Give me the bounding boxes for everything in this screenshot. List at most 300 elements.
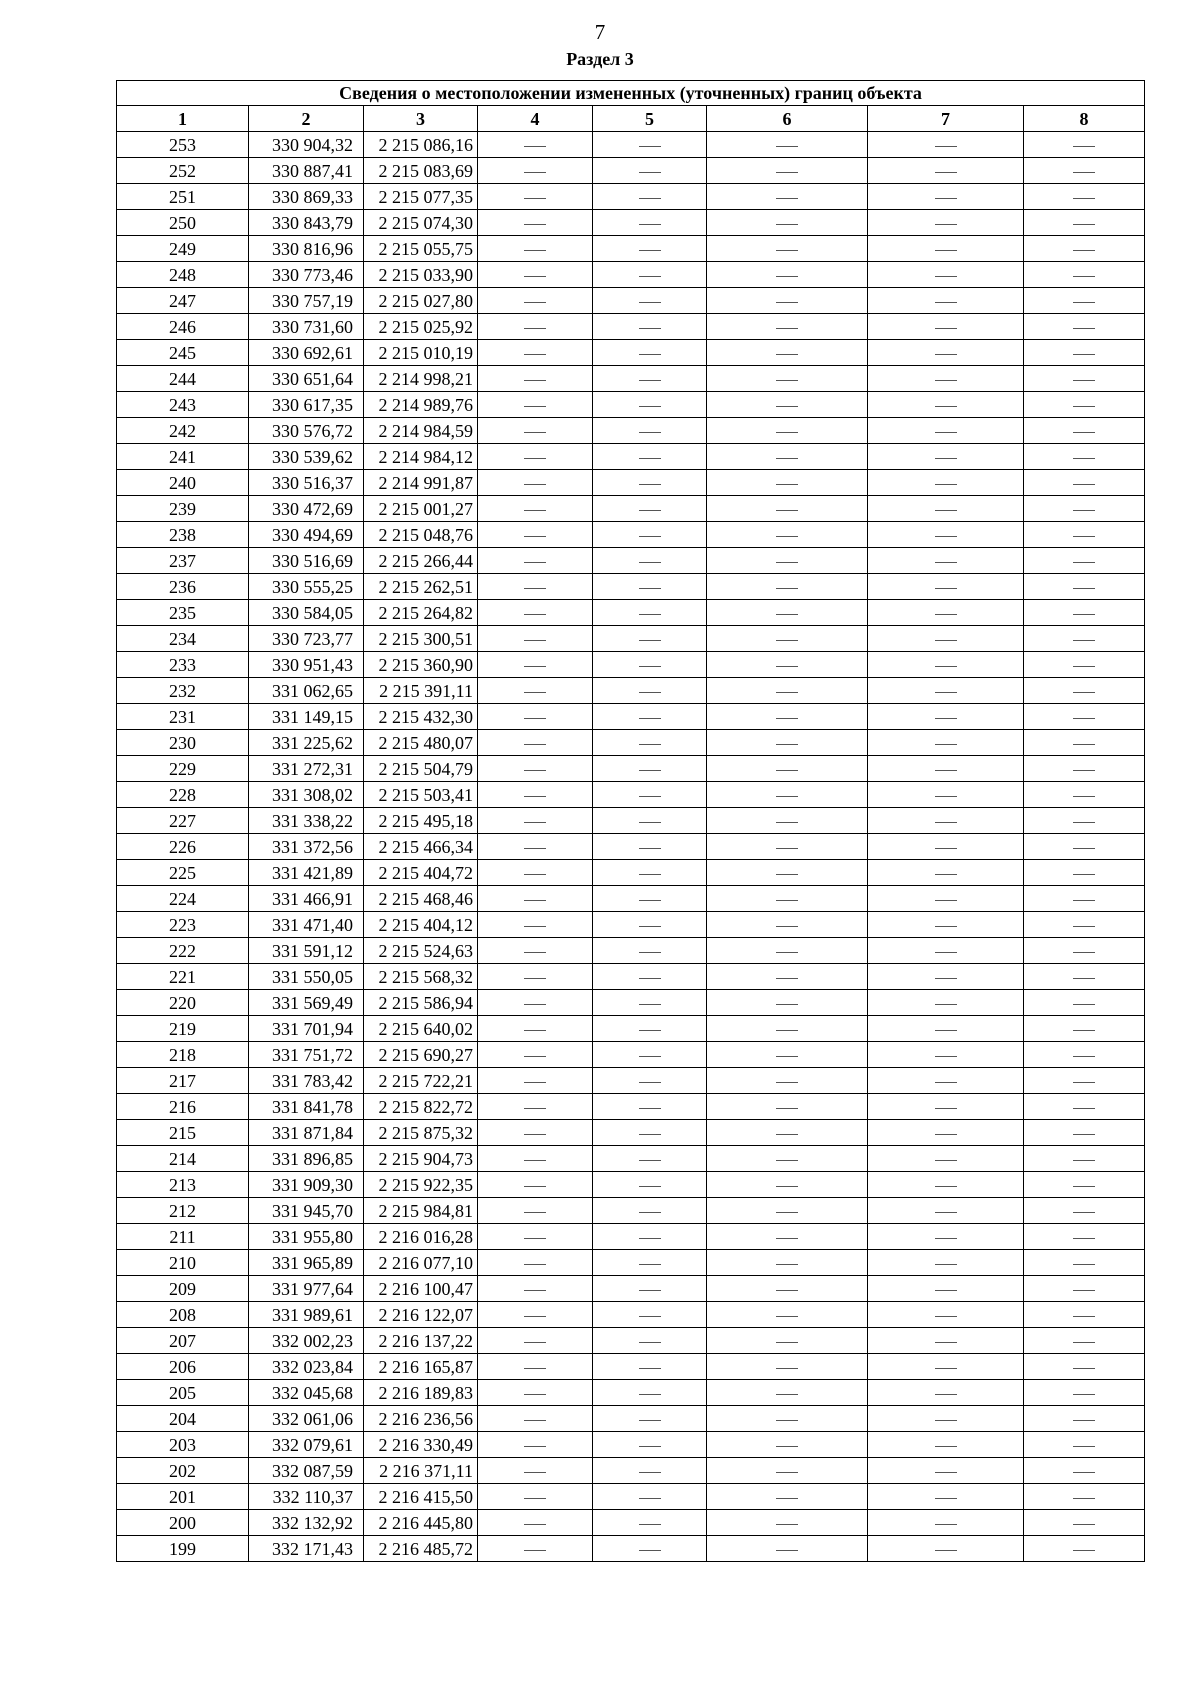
dash-mark bbox=[1073, 1108, 1095, 1109]
empty-value-cell bbox=[1024, 886, 1145, 912]
table-row bbox=[117, 1198, 1145, 1224]
empty-value-cell bbox=[707, 1406, 868, 1432]
empty-value-cell bbox=[1024, 1224, 1145, 1250]
dash-mark bbox=[776, 744, 798, 745]
point-number-cell: 243 bbox=[117, 392, 249, 418]
dash-mark bbox=[524, 718, 546, 719]
point-number-cell: 219 bbox=[117, 1016, 249, 1042]
empty-value-cell bbox=[868, 574, 1024, 600]
empty-value-cell bbox=[868, 1224, 1024, 1250]
point-number-cell: 244 bbox=[117, 366, 249, 392]
dash-mark bbox=[776, 1186, 798, 1187]
dash-mark bbox=[776, 796, 798, 797]
empty-value-cell bbox=[478, 1094, 593, 1120]
empty-value-cell bbox=[707, 1068, 868, 1094]
dash-mark bbox=[776, 484, 798, 485]
y-coordinate-cell: 2 214 984,12 bbox=[364, 444, 478, 470]
x-coordinate-cell: 330 869,33 bbox=[249, 184, 364, 210]
point-number-cell: 211 bbox=[117, 1224, 249, 1250]
table-row bbox=[117, 1042, 1145, 1068]
dash-mark bbox=[1073, 276, 1095, 277]
empty-value-cell bbox=[1024, 1406, 1145, 1432]
empty-value-cell bbox=[593, 1172, 707, 1198]
section-title: Раздел 3 bbox=[566, 49, 634, 69]
empty-value-cell bbox=[593, 444, 707, 470]
dash-mark bbox=[639, 380, 661, 381]
dash-mark bbox=[639, 1420, 661, 1421]
table-row bbox=[117, 1484, 1145, 1510]
empty-value-cell bbox=[478, 756, 593, 782]
table-row bbox=[117, 496, 1145, 522]
y-coordinate-cell: 2 216 415,50 bbox=[364, 1484, 478, 1510]
empty-value-cell bbox=[868, 236, 1024, 262]
empty-value-cell bbox=[868, 938, 1024, 964]
empty-value-cell bbox=[1024, 1510, 1145, 1536]
table-row bbox=[117, 1120, 1145, 1146]
x-coordinate-cell: 330 904,32 bbox=[249, 132, 364, 158]
empty-value-cell bbox=[478, 184, 593, 210]
dash-mark bbox=[1073, 770, 1095, 771]
x-coordinate-cell: 331 591,12 bbox=[249, 938, 364, 964]
dash-mark bbox=[524, 1342, 546, 1343]
empty-value-cell bbox=[478, 574, 593, 600]
dash-mark bbox=[776, 1498, 798, 1499]
empty-value-cell bbox=[707, 1224, 868, 1250]
dash-mark bbox=[639, 978, 661, 979]
empty-value-cell bbox=[868, 1510, 1024, 1536]
x-coordinate-cell: 332 079,61 bbox=[249, 1432, 364, 1458]
dash-mark bbox=[639, 1108, 661, 1109]
dash-mark bbox=[1073, 926, 1095, 927]
column-header: 4 bbox=[478, 106, 593, 132]
dash-mark bbox=[639, 406, 661, 407]
dash-mark bbox=[935, 1290, 957, 1291]
dash-mark bbox=[524, 614, 546, 615]
dash-mark bbox=[1073, 1160, 1095, 1161]
empty-value-cell bbox=[478, 1458, 593, 1484]
dash-mark bbox=[1073, 796, 1095, 797]
empty-value-cell bbox=[593, 1380, 707, 1406]
dash-mark bbox=[1073, 744, 1095, 745]
empty-value-cell bbox=[593, 626, 707, 652]
table-row bbox=[117, 210, 1145, 236]
empty-value-cell bbox=[593, 1250, 707, 1276]
dash-mark bbox=[935, 1160, 957, 1161]
table-row bbox=[117, 470, 1145, 496]
empty-value-cell bbox=[868, 860, 1024, 886]
dash-mark bbox=[776, 1160, 798, 1161]
dash-mark bbox=[524, 926, 546, 927]
empty-value-cell bbox=[593, 1276, 707, 1302]
empty-value-cell bbox=[1024, 1250, 1145, 1276]
empty-value-cell bbox=[1024, 730, 1145, 756]
empty-value-cell bbox=[478, 964, 593, 990]
point-number-cell: 239 bbox=[117, 496, 249, 522]
y-coordinate-cell: 2 214 984,59 bbox=[364, 418, 478, 444]
empty-value-cell bbox=[707, 470, 868, 496]
empty-value-cell bbox=[868, 262, 1024, 288]
point-number-cell: 209 bbox=[117, 1276, 249, 1302]
dash-mark bbox=[1073, 848, 1095, 849]
x-coordinate-cell: 331 896,85 bbox=[249, 1146, 364, 1172]
table-row bbox=[117, 1510, 1145, 1536]
y-coordinate-cell: 2 215 524,63 bbox=[364, 938, 478, 964]
point-number-cell: 204 bbox=[117, 1406, 249, 1432]
y-coordinate-cell: 2 216 330,49 bbox=[364, 1432, 478, 1458]
dash-mark bbox=[524, 796, 546, 797]
x-coordinate-cell: 331 149,15 bbox=[249, 704, 364, 730]
table-row bbox=[117, 860, 1145, 886]
dash-mark bbox=[776, 432, 798, 433]
empty-value-cell bbox=[868, 730, 1024, 756]
dash-mark bbox=[776, 172, 798, 173]
x-coordinate-cell: 330 951,43 bbox=[249, 652, 364, 678]
y-coordinate-cell: 2 215 086,16 bbox=[364, 132, 478, 158]
dash-mark bbox=[1073, 406, 1095, 407]
empty-value-cell bbox=[707, 288, 868, 314]
x-coordinate-cell: 331 751,72 bbox=[249, 1042, 364, 1068]
dash-mark bbox=[935, 328, 957, 329]
table-row bbox=[117, 886, 1145, 912]
x-coordinate-cell: 330 757,19 bbox=[249, 288, 364, 314]
empty-value-cell bbox=[593, 392, 707, 418]
empty-value-cell bbox=[868, 1198, 1024, 1224]
dash-mark bbox=[524, 1264, 546, 1265]
table-row bbox=[117, 1432, 1145, 1458]
dash-mark bbox=[935, 1550, 957, 1551]
x-coordinate-cell: 331 550,05 bbox=[249, 964, 364, 990]
empty-value-cell bbox=[707, 1120, 868, 1146]
dash-mark bbox=[776, 1446, 798, 1447]
dash-mark bbox=[524, 822, 546, 823]
x-coordinate-cell: 332 110,37 bbox=[249, 1484, 364, 1510]
empty-value-cell bbox=[868, 1250, 1024, 1276]
empty-value-cell bbox=[707, 314, 868, 340]
y-coordinate-cell: 2 215 033,90 bbox=[364, 262, 478, 288]
empty-value-cell bbox=[1024, 964, 1145, 990]
dash-mark bbox=[935, 1056, 957, 1057]
empty-value-cell bbox=[868, 652, 1024, 678]
dash-mark bbox=[639, 198, 661, 199]
dash-mark bbox=[1073, 1524, 1095, 1525]
empty-value-cell bbox=[593, 704, 707, 730]
empty-value-cell bbox=[1024, 184, 1145, 210]
empty-value-cell bbox=[707, 1042, 868, 1068]
dash-mark bbox=[935, 1030, 957, 1031]
dash-mark bbox=[1073, 1316, 1095, 1317]
dash-mark bbox=[776, 1030, 798, 1031]
table-row bbox=[117, 1016, 1145, 1042]
empty-value-cell bbox=[707, 1484, 868, 1510]
empty-value-cell bbox=[478, 444, 593, 470]
dash-mark bbox=[639, 484, 661, 485]
point-number-cell: 242 bbox=[117, 418, 249, 444]
x-coordinate-cell: 331 989,61 bbox=[249, 1302, 364, 1328]
empty-value-cell bbox=[707, 652, 868, 678]
empty-value-cell bbox=[593, 132, 707, 158]
dash-mark bbox=[639, 1004, 661, 1005]
y-coordinate-cell: 2 216 077,10 bbox=[364, 1250, 478, 1276]
dash-mark bbox=[776, 1056, 798, 1057]
empty-value-cell bbox=[868, 158, 1024, 184]
dash-mark bbox=[1073, 484, 1095, 485]
x-coordinate-cell: 330 555,25 bbox=[249, 574, 364, 600]
point-number-cell: 250 bbox=[117, 210, 249, 236]
dash-mark bbox=[1073, 900, 1095, 901]
dash-mark bbox=[935, 978, 957, 979]
empty-value-cell bbox=[478, 834, 593, 860]
dash-mark bbox=[639, 1394, 661, 1395]
empty-value-cell bbox=[707, 392, 868, 418]
empty-value-cell bbox=[868, 1380, 1024, 1406]
dash-mark bbox=[935, 1420, 957, 1421]
dash-mark bbox=[639, 1342, 661, 1343]
empty-value-cell bbox=[707, 1276, 868, 1302]
dash-mark bbox=[524, 484, 546, 485]
empty-value-cell bbox=[707, 340, 868, 366]
dash-mark bbox=[935, 1134, 957, 1135]
dash-mark bbox=[639, 744, 661, 745]
empty-value-cell bbox=[478, 418, 593, 444]
empty-value-cell bbox=[593, 522, 707, 548]
dash-mark bbox=[935, 1446, 957, 1447]
empty-value-cell bbox=[707, 1536, 868, 1562]
dash-mark bbox=[935, 614, 957, 615]
empty-value-cell bbox=[1024, 626, 1145, 652]
point-number-cell: 238 bbox=[117, 522, 249, 548]
point-number-cell: 231 bbox=[117, 704, 249, 730]
x-coordinate-cell: 331 308,02 bbox=[249, 782, 364, 808]
dash-mark bbox=[639, 1264, 661, 1265]
dash-mark bbox=[639, 328, 661, 329]
table-row bbox=[117, 964, 1145, 990]
empty-value-cell bbox=[593, 496, 707, 522]
empty-value-cell bbox=[593, 938, 707, 964]
dash-mark bbox=[524, 1524, 546, 1525]
dash-mark bbox=[639, 1290, 661, 1291]
empty-value-cell bbox=[707, 1250, 868, 1276]
table-row bbox=[117, 808, 1145, 834]
dash-mark bbox=[524, 432, 546, 433]
dash-mark bbox=[935, 692, 957, 693]
y-coordinate-cell: 2 215 262,51 bbox=[364, 574, 478, 600]
point-number-cell: 221 bbox=[117, 964, 249, 990]
dash-mark bbox=[1073, 822, 1095, 823]
empty-value-cell bbox=[1024, 704, 1145, 730]
dash-mark bbox=[524, 380, 546, 381]
empty-value-cell bbox=[593, 652, 707, 678]
empty-value-cell bbox=[868, 392, 1024, 418]
x-coordinate-cell: 331 272,31 bbox=[249, 756, 364, 782]
y-coordinate-cell: 2 215 984,81 bbox=[364, 1198, 478, 1224]
empty-value-cell bbox=[707, 444, 868, 470]
empty-value-cell bbox=[1024, 834, 1145, 860]
x-coordinate-cell: 330 584,05 bbox=[249, 600, 364, 626]
point-number-cell: 217 bbox=[117, 1068, 249, 1094]
x-coordinate-cell: 330 843,79 bbox=[249, 210, 364, 236]
empty-value-cell bbox=[478, 912, 593, 938]
empty-value-cell bbox=[868, 1484, 1024, 1510]
empty-value-cell bbox=[478, 1198, 593, 1224]
dash-mark bbox=[639, 1082, 661, 1083]
y-coordinate-cell: 2 215 055,75 bbox=[364, 236, 478, 262]
dash-mark bbox=[935, 1342, 957, 1343]
empty-value-cell bbox=[1024, 1432, 1145, 1458]
x-coordinate-cell: 331 977,64 bbox=[249, 1276, 364, 1302]
empty-value-cell bbox=[593, 366, 707, 392]
dash-mark bbox=[935, 1186, 957, 1187]
empty-value-cell bbox=[1024, 1484, 1145, 1510]
table-row bbox=[117, 1094, 1145, 1120]
x-coordinate-cell: 330 887,41 bbox=[249, 158, 364, 184]
empty-value-cell bbox=[707, 366, 868, 392]
empty-value-cell bbox=[478, 1432, 593, 1458]
empty-value-cell bbox=[478, 1302, 593, 1328]
empty-value-cell bbox=[868, 522, 1024, 548]
y-coordinate-cell: 2 215 404,12 bbox=[364, 912, 478, 938]
x-coordinate-cell: 330 494,69 bbox=[249, 522, 364, 548]
dash-mark bbox=[776, 250, 798, 251]
empty-value-cell bbox=[707, 574, 868, 600]
empty-value-cell bbox=[707, 678, 868, 704]
dash-mark bbox=[639, 276, 661, 277]
empty-value-cell bbox=[478, 1328, 593, 1354]
y-coordinate-cell: 2 215 722,21 bbox=[364, 1068, 478, 1094]
dash-mark bbox=[1073, 1030, 1095, 1031]
empty-value-cell bbox=[707, 548, 868, 574]
dash-mark bbox=[524, 1368, 546, 1369]
empty-value-cell bbox=[868, 1302, 1024, 1328]
dash-mark bbox=[524, 692, 546, 693]
dash-mark bbox=[639, 1550, 661, 1551]
dash-mark bbox=[639, 614, 661, 615]
dash-mark bbox=[776, 978, 798, 979]
empty-value-cell bbox=[478, 288, 593, 314]
dash-mark bbox=[935, 432, 957, 433]
y-coordinate-cell: 2 215 025,92 bbox=[364, 314, 478, 340]
table-row bbox=[117, 522, 1145, 548]
dash-mark bbox=[935, 848, 957, 849]
dash-mark bbox=[639, 952, 661, 953]
dash-mark bbox=[1073, 354, 1095, 355]
empty-value-cell bbox=[593, 1042, 707, 1068]
empty-value-cell bbox=[868, 1354, 1024, 1380]
dash-mark bbox=[935, 1394, 957, 1395]
dash-mark bbox=[524, 354, 546, 355]
y-coordinate-cell: 2 215 586,94 bbox=[364, 990, 478, 1016]
dash-mark bbox=[1073, 562, 1095, 563]
dash-mark bbox=[524, 1290, 546, 1291]
dash-mark bbox=[935, 718, 957, 719]
dash-mark bbox=[639, 1472, 661, 1473]
point-number-cell: 208 bbox=[117, 1302, 249, 1328]
dash-mark bbox=[935, 1264, 957, 1265]
empty-value-cell bbox=[478, 340, 593, 366]
empty-value-cell bbox=[593, 1120, 707, 1146]
dash-mark bbox=[524, 588, 546, 589]
dash-mark bbox=[935, 1316, 957, 1317]
empty-value-cell bbox=[478, 1016, 593, 1042]
dash-mark bbox=[524, 1186, 546, 1187]
dash-mark bbox=[524, 224, 546, 225]
dash-mark bbox=[776, 1342, 798, 1343]
table-row bbox=[117, 938, 1145, 964]
dash-mark bbox=[1073, 640, 1095, 641]
point-number-cell: 202 bbox=[117, 1458, 249, 1484]
dash-mark bbox=[639, 1212, 661, 1213]
empty-value-cell bbox=[1024, 158, 1145, 184]
y-coordinate-cell: 2 215 822,72 bbox=[364, 1094, 478, 1120]
dash-mark bbox=[776, 1212, 798, 1213]
dash-mark bbox=[524, 458, 546, 459]
empty-value-cell bbox=[1024, 314, 1145, 340]
empty-value-cell bbox=[478, 1120, 593, 1146]
dash-mark bbox=[935, 926, 957, 927]
dash-mark bbox=[935, 536, 957, 537]
y-coordinate-cell: 2 214 998,21 bbox=[364, 366, 478, 392]
empty-value-cell bbox=[868, 912, 1024, 938]
table-row bbox=[117, 1250, 1145, 1276]
dash-mark bbox=[1073, 1290, 1095, 1291]
dash-mark bbox=[935, 1498, 957, 1499]
table-row bbox=[117, 366, 1145, 392]
dash-mark bbox=[1073, 1550, 1095, 1551]
point-number-cell: 253 bbox=[117, 132, 249, 158]
y-coordinate-cell: 2 216 445,80 bbox=[364, 1510, 478, 1536]
empty-value-cell bbox=[868, 470, 1024, 496]
empty-value-cell bbox=[707, 132, 868, 158]
empty-value-cell bbox=[707, 1172, 868, 1198]
dash-mark bbox=[639, 510, 661, 511]
empty-value-cell bbox=[707, 600, 868, 626]
point-number-cell: 230 bbox=[117, 730, 249, 756]
table-row bbox=[117, 574, 1145, 600]
point-number-cell: 207 bbox=[117, 1328, 249, 1354]
dash-mark bbox=[524, 1238, 546, 1239]
table-row bbox=[117, 626, 1145, 652]
y-coordinate-cell: 2 215 404,72 bbox=[364, 860, 478, 886]
empty-value-cell bbox=[1024, 1328, 1145, 1354]
x-coordinate-cell: 331 955,80 bbox=[249, 1224, 364, 1250]
table-row bbox=[117, 184, 1145, 210]
dash-mark bbox=[935, 172, 957, 173]
dash-mark bbox=[776, 1290, 798, 1291]
dash-mark bbox=[639, 900, 661, 901]
x-coordinate-cell: 330 516,69 bbox=[249, 548, 364, 574]
dash-mark bbox=[776, 1524, 798, 1525]
empty-value-cell bbox=[1024, 548, 1145, 574]
empty-value-cell bbox=[707, 418, 868, 444]
empty-value-cell bbox=[707, 184, 868, 210]
dash-mark bbox=[524, 276, 546, 277]
y-coordinate-cell: 2 215 001,27 bbox=[364, 496, 478, 522]
empty-value-cell bbox=[478, 730, 593, 756]
empty-value-cell bbox=[1024, 1354, 1145, 1380]
dash-mark bbox=[524, 1472, 546, 1473]
dash-mark bbox=[524, 1316, 546, 1317]
dash-mark bbox=[935, 484, 957, 485]
dash-mark bbox=[639, 458, 661, 459]
dash-mark bbox=[639, 1446, 661, 1447]
point-number-cell: 220 bbox=[117, 990, 249, 1016]
empty-value-cell bbox=[593, 730, 707, 756]
x-coordinate-cell: 332 045,68 bbox=[249, 1380, 364, 1406]
dash-mark bbox=[776, 900, 798, 901]
x-coordinate-cell: 330 617,35 bbox=[249, 392, 364, 418]
dash-mark bbox=[524, 744, 546, 745]
dash-mark bbox=[935, 1524, 957, 1525]
table-row bbox=[117, 418, 1145, 444]
